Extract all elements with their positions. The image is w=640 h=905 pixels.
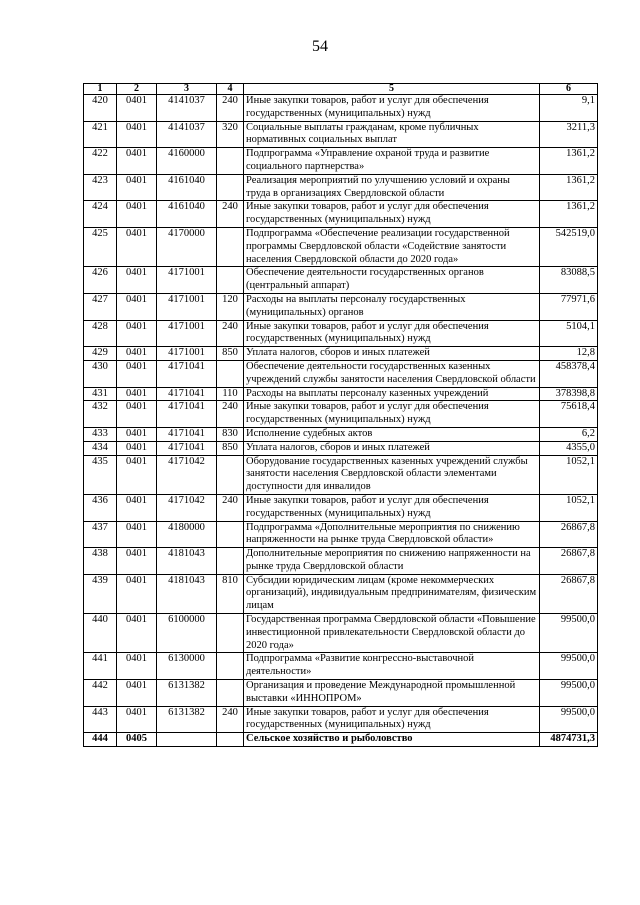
item-name: Обеспечение деятельности государственных органов (центральный аппарат) (244, 267, 540, 294)
target-article-code: 4141037 (157, 95, 217, 122)
amount: 4355,0 (540, 441, 598, 455)
section-code: 0401 (117, 521, 157, 548)
section-code: 0401 (117, 494, 157, 521)
table-row (84, 574, 598, 613)
row-number: 443 (84, 706, 117, 733)
amount: 99500,0 (540, 680, 598, 707)
item-name: Иные закупки товаров, работ и услуг для обеспечения государственных (муниципальных) нужд (244, 201, 540, 228)
amount: 4874731,3 (540, 733, 598, 747)
section-code: 0401 (117, 148, 157, 175)
row-number: 429 (84, 347, 117, 361)
table-row (84, 521, 598, 548)
table-row (84, 148, 598, 175)
item-name: Оборудование государственных казенных учреждений службы занятости населения Свердловской области элементами доступности для инвалидов (244, 455, 540, 494)
amount: 75618,4 (540, 401, 598, 428)
expense-type-code: 120 (217, 293, 244, 320)
section-code: 0401 (117, 360, 157, 387)
expense-type-code (217, 148, 244, 175)
expense-type-code (217, 267, 244, 294)
expense-type-code (217, 360, 244, 387)
target-article-code: 4171001 (157, 267, 217, 294)
row-number: 436 (84, 494, 117, 521)
table-row (84, 733, 598, 747)
target-article-code: 4170000 (157, 227, 217, 266)
amount: 3211,3 (540, 121, 598, 148)
item-name: Организация и проведение Международной промышленной выставки «ИННОПРОМ» (244, 680, 540, 707)
amount: 6,2 (540, 427, 598, 441)
row-number: 444 (84, 733, 117, 747)
row-number: 434 (84, 441, 117, 455)
expense-type-code: 810 (217, 574, 244, 613)
item-name: Подпрограмма «Дополнительные мероприятия по снижению напряженности на рынке труда Свердловской области» (244, 521, 540, 548)
row-number: 433 (84, 427, 117, 441)
expense-type-code: 240 (217, 320, 244, 347)
amount: 458378,4 (540, 360, 598, 387)
target-article-code (157, 733, 217, 747)
item-name: Иные закупки товаров, работ и услуг для обеспечения государственных (муниципальных) нужд (244, 706, 540, 733)
section-code: 0401 (117, 427, 157, 441)
expense-type-code: 240 (217, 95, 244, 122)
section-code: 0401 (117, 121, 157, 148)
item-name: Иные закупки товаров, работ и услуг для обеспечения государственных (муниципальных) нужд (244, 494, 540, 521)
expense-type-code (217, 227, 244, 266)
header-col-3: 3 (157, 84, 217, 95)
expense-type-code: 110 (217, 387, 244, 401)
section-code: 0401 (117, 548, 157, 575)
row-number: 430 (84, 360, 117, 387)
expense-type-code: 320 (217, 121, 244, 148)
header-col-6: 6 (540, 84, 598, 95)
target-article-code: 4181043 (157, 574, 217, 613)
row-number: 422 (84, 148, 117, 175)
header-col-4: 4 (217, 84, 244, 95)
amount: 1361,2 (540, 174, 598, 201)
section-code: 0401 (117, 614, 157, 653)
header-col-1: 1 (84, 84, 117, 95)
section-code: 0401 (117, 267, 157, 294)
table-row (84, 95, 598, 122)
item-name: Иные закупки товаров, работ и услуг для обеспечения государственных (муниципальных) нужд (244, 95, 540, 122)
row-number: 440 (84, 614, 117, 653)
table-row (84, 227, 598, 266)
budget-table (83, 83, 598, 747)
section-code: 0401 (117, 441, 157, 455)
item-name: Иные закупки товаров, работ и услуг для обеспечения государственных (муниципальных) нужд (244, 401, 540, 428)
row-number: 426 (84, 267, 117, 294)
item-name: Подпрограмма «Обеспечение реализации государственной программы Свердловской области «Содействие занятости населения Свердловской области до 2020 года» (244, 227, 540, 266)
table-row (84, 548, 598, 575)
row-number: 439 (84, 574, 117, 613)
target-article-code: 4171001 (157, 347, 217, 361)
table-row (84, 387, 598, 401)
row-number: 423 (84, 174, 117, 201)
target-article-code: 6131382 (157, 706, 217, 733)
expense-type-code: 240 (217, 494, 244, 521)
expense-type-code (217, 521, 244, 548)
section-code: 0401 (117, 387, 157, 401)
target-article-code: 4171041 (157, 387, 217, 401)
expense-type-code: 240 (217, 201, 244, 228)
item-name: Обеспечение деятельности государственных казенных учреждений службы занятости населения Свердловской области (244, 360, 540, 387)
header-col-5: 5 (244, 84, 540, 95)
table-row (84, 614, 598, 653)
amount: 1361,2 (540, 201, 598, 228)
table-row (84, 653, 598, 680)
item-name: Субсидии юридическим лицам (кроме некоммерческих организаций), индивидуальным предпринимателям, физическим лицам (244, 574, 540, 613)
amount: 26867,8 (540, 521, 598, 548)
table-row (84, 121, 598, 148)
table-row (84, 494, 598, 521)
amount: 9,1 (540, 95, 598, 122)
table-row (84, 706, 598, 733)
item-name: Расходы на выплаты персоналу государственных (муниципальных) органов (244, 293, 540, 320)
page-number: 54 (312, 38, 328, 55)
row-number: 420 (84, 95, 117, 122)
amount: 542519,0 (540, 227, 598, 266)
item-name: Подпрограмма «Управление охраной труда и развитие социального партнерства» (244, 148, 540, 175)
target-article-code: 4171041 (157, 360, 217, 387)
section-code: 0401 (117, 455, 157, 494)
row-number: 441 (84, 653, 117, 680)
amount: 77971,6 (540, 293, 598, 320)
item-name: Уплата налогов, сборов и иных платежей (244, 347, 540, 361)
amount: 378398,8 (540, 387, 598, 401)
expense-type-code (217, 680, 244, 707)
section-code: 0401 (117, 174, 157, 201)
section-code: 0401 (117, 227, 157, 266)
expense-type-code (217, 174, 244, 201)
expense-type-code (217, 614, 244, 653)
row-number: 428 (84, 320, 117, 347)
table-row (84, 441, 598, 455)
section-code: 0401 (117, 95, 157, 122)
amount: 99500,0 (540, 706, 598, 733)
section-code: 0401 (117, 347, 157, 361)
table-row (84, 267, 598, 294)
row-number: 427 (84, 293, 117, 320)
target-article-code: 4171001 (157, 293, 217, 320)
amount: 12,8 (540, 347, 598, 361)
amount: 26867,8 (540, 548, 598, 575)
row-number: 435 (84, 455, 117, 494)
section-code: 0401 (117, 401, 157, 428)
table-row (84, 347, 598, 361)
section-code: 0401 (117, 706, 157, 733)
amount: 5104,1 (540, 320, 598, 347)
target-article-code: 4161040 (157, 201, 217, 228)
target-article-code: 6130000 (157, 653, 217, 680)
item-name: Уплата налогов, сборов и иных платежей (244, 441, 540, 455)
expense-type-code (217, 653, 244, 680)
expense-type-code (217, 548, 244, 575)
amount: 1361,2 (540, 148, 598, 175)
item-name: Государственная программа Свердловской области «Повышение инвестиционной привлекательности Свердловской области до 2020 года» (244, 614, 540, 653)
row-number: 425 (84, 227, 117, 266)
expense-type-code: 830 (217, 427, 244, 441)
row-number: 438 (84, 548, 117, 575)
expense-type-code (217, 455, 244, 494)
row-number: 424 (84, 201, 117, 228)
target-article-code: 4161040 (157, 174, 217, 201)
amount: 99500,0 (540, 614, 598, 653)
header-col-2: 2 (117, 84, 157, 95)
table-row (84, 427, 598, 441)
target-article-code: 4171041 (157, 441, 217, 455)
table-row (84, 174, 598, 201)
expense-type-code: 240 (217, 401, 244, 428)
section-code: 0401 (117, 320, 157, 347)
table-row (84, 455, 598, 494)
target-article-code: 4171042 (157, 494, 217, 521)
amount: 26867,8 (540, 574, 598, 613)
expense-type-code: 850 (217, 441, 244, 455)
amount: 99500,0 (540, 653, 598, 680)
target-article-code: 4181043 (157, 548, 217, 575)
target-article-code: 6131382 (157, 680, 217, 707)
table-row (84, 360, 598, 387)
amount: 1052,1 (540, 455, 598, 494)
row-number: 437 (84, 521, 117, 548)
target-article-code: 4180000 (157, 521, 217, 548)
item-name: Социальные выплаты гражданам, кроме публичных нормативных социальных выплат (244, 121, 540, 148)
section-code: 0401 (117, 574, 157, 613)
section-code: 0401 (117, 680, 157, 707)
target-article-code: 4171001 (157, 320, 217, 347)
section-code: 0401 (117, 201, 157, 228)
table-row (84, 401, 598, 428)
section-code: 0401 (117, 653, 157, 680)
target-article-code: 4171041 (157, 427, 217, 441)
item-name: Исполнение судебных актов (244, 427, 540, 441)
section-code: 0405 (117, 733, 157, 747)
target-article-code: 6100000 (157, 614, 217, 653)
item-name: Реализация мероприятий по улучшению условий и охраны труда в организациях Свердловской области (244, 174, 540, 201)
table-body (84, 95, 598, 747)
section-code: 0401 (117, 293, 157, 320)
row-number: 421 (84, 121, 117, 148)
item-name: Иные закупки товаров, работ и услуг для обеспечения государственных (муниципальных) нужд (244, 320, 540, 347)
row-number: 442 (84, 680, 117, 707)
target-article-code: 4171041 (157, 401, 217, 428)
amount: 1052,1 (540, 494, 598, 521)
table-row (84, 320, 598, 347)
item-name: Дополнительные мероприятия по снижению напряженности на рынке труда Свердловской области (244, 548, 540, 575)
row-number: 432 (84, 401, 117, 428)
table-row (84, 680, 598, 707)
expense-type-code (217, 733, 244, 747)
header-row (84, 84, 598, 95)
row-number: 431 (84, 387, 117, 401)
expense-type-code: 240 (217, 706, 244, 733)
table-row (84, 201, 598, 228)
item-name: Подпрограмма «Развитие конгрессно-выставочной деятельности» (244, 653, 540, 680)
target-article-code: 4160000 (157, 148, 217, 175)
table-row (84, 293, 598, 320)
amount: 83088,5 (540, 267, 598, 294)
target-article-code: 4141037 (157, 121, 217, 148)
expense-type-code: 850 (217, 347, 244, 361)
item-name: Сельское хозяйство и рыболовство (244, 733, 540, 747)
item-name: Расходы на выплаты персоналу казенных учреждений (244, 387, 540, 401)
target-article-code: 4171042 (157, 455, 217, 494)
